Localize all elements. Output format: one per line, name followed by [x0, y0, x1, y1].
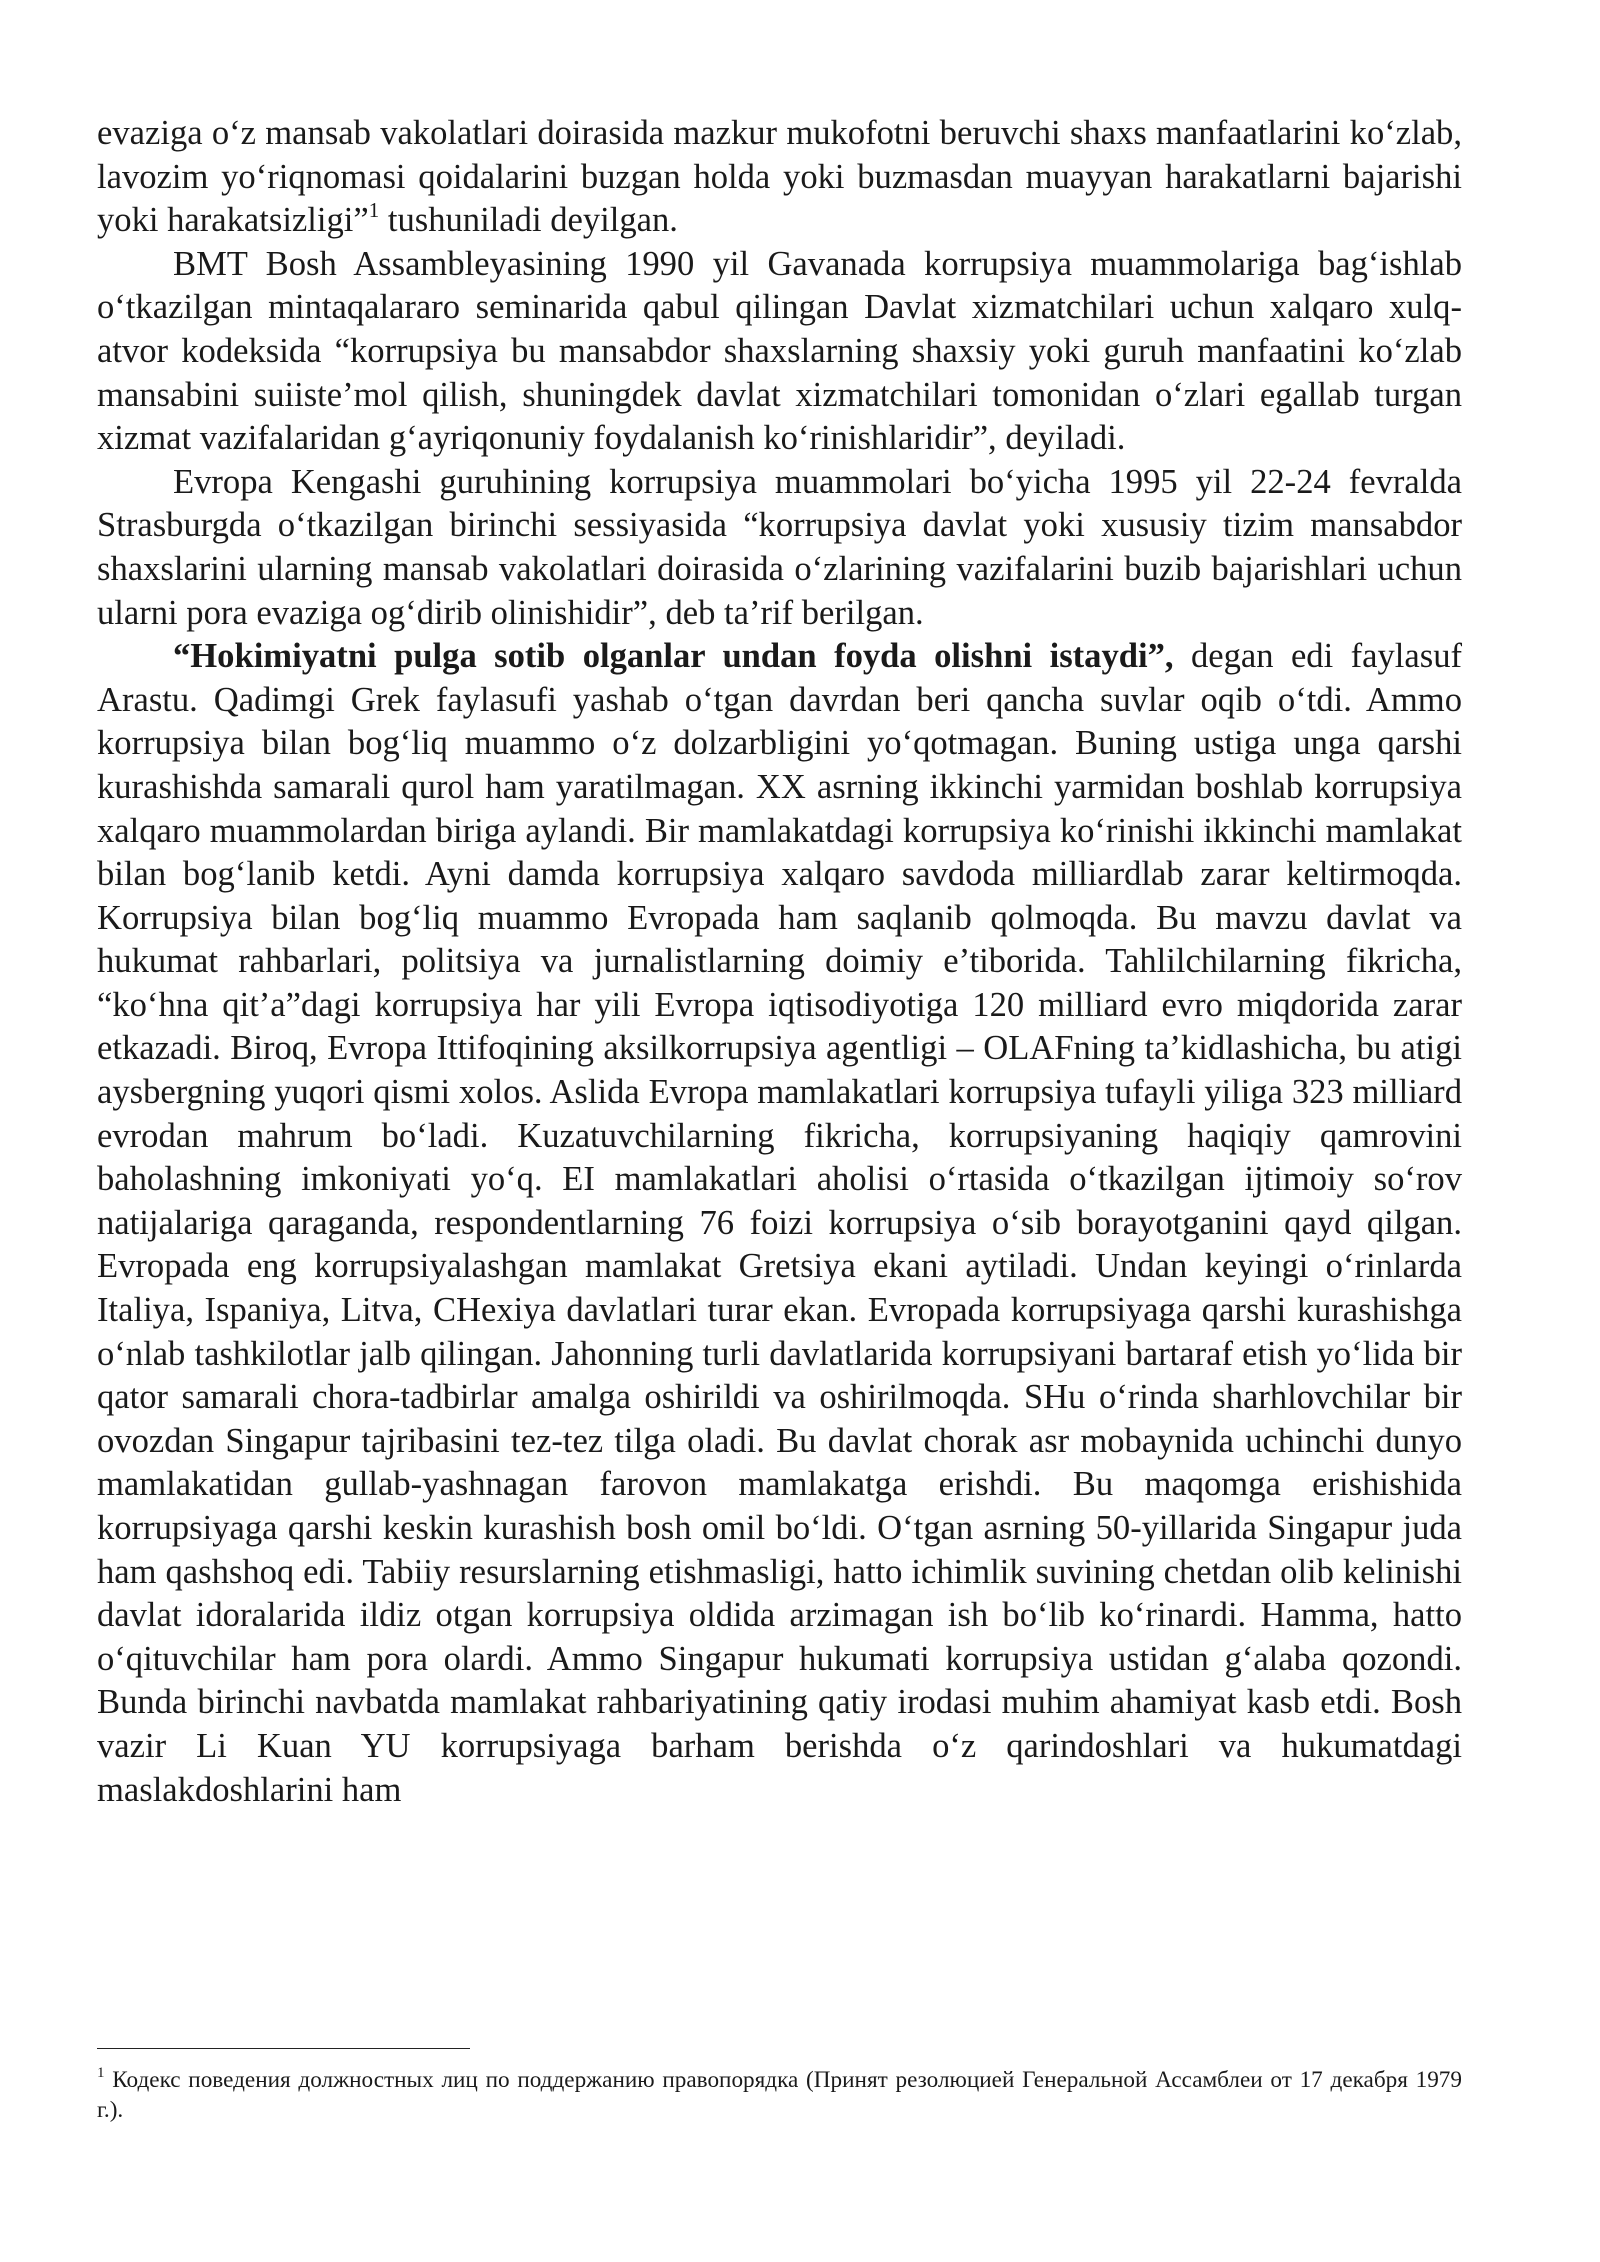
paragraph-arastu: [97, 635, 1462, 1812]
paragraph-continuation: [97, 112, 1462, 243]
document-body: [97, 112, 1462, 1812]
footnote-text: Кодекс поведения должностных лиц по поддержанию правопорядка (Принят резолюцией Генеральной Ассамблеи от 17 декабря 1979 г.).: [97, 2067, 1462, 2123]
footnote-number: 1: [97, 2065, 105, 2082]
paragraph-text: degan edi faylasuf Arastu. Qadimgi Grek faylasufi yashab o‘tgan davrdan beri qancha suvlar oqib o‘tdi. Ammo korrupsiya bilan bog‘liq muammo o‘z dolzarbligini yo‘qotmagan. Buning ustiga unga qarshi kurashishda samarali qurol ham yaratilmagan. XX asrning ikkinchi yarmidan boshlab korrupsiya xalqaro muammolardan biriga aylandi. Bir mamlakatdagi korrupsiya ko‘rinishi ikkinchi mamlakat bilan bog‘lanib ketdi. Ayni damda korrupsiya xalqaro savdoda milliardlab zarar keltirmoqda. Korrupsiya bilan bog‘liq muammo Evropada ham saqlanib qolmoqda. Bu mavzu davlat va hukumat rahbarlari, politsiya va jurnalistlarning doimiy e’tiborida. Tahlilchilarning fikricha, “ko‘hna qit’a”dagi korrupsiya har yili Evropa iqtisodiyotiga 120 milliard evro miqdorida zarar etkazadi. Biroq, Evropa Ittifoqining aksilkorrupsiya agentligi – OLAFning ta’kidlashicha, bu atigi aysbergning yuqori qismi xolos. Aslida Evropa mamlakatlari korrupsiya tufayli yiliga 323 milliard evrodan mahrum bo‘ladi. Kuzatuvchilarning fikricha, korrupsiyaning haqiqiy qamrovini baholashning imkoniyati yo‘q. EI mamlakatlari aholisi o‘rtasida o‘tkazilgan ijtimoiy so‘rov natijalariga qaraganda, respondentlarning 76 foizi korrupsiya o‘sib borayotganini qayd qilgan. Evropada eng korrupsiyalashgan mamlakat Gretsiya ekani aytiladi. Undan keyingi o‘rinlarda Italiya, Ispaniya, Litva, CHexiya davlatlari turar ekan. Evropada korrupsiyaga qarshi kurashishga o‘nlab tashkilotlar jalb qilingan. Jahonning turli davlatlarida korrupsiyani bartaraf etish yo‘lida bir qator samarali chora-tadbirlar amalga oshirildi va oshirilmoqda. SHu o‘rinda sharhlovchilar bir ovozdan Singapur tajribasini tez-tez tilga oladi. Bu davlat chorak asr mobaynida uchinchi dunyo mamlakatidan gullab-yashnagan farovon mamlakatga erishdi. Bu maqomga erishishida korrupsiyaga qarshi keskin kurashish bosh omil bo‘ldi. O‘tgan asrning 50-yillarida Singapur juda ham qashshoq edi. Tabiiy resurslarning etishmasligi, hatto ichimlik suvining chetdan olib kelinishi davlat idoralarida ildiz otgan korrupsiya oldida arzimagan ish bo‘lib ko‘rinardi. Hamma, hatto o‘qituvchilar ham pora olardi. Ammo Singapur hukumati korrupsiya ustidan g‘alaba qozondi. Bunda birinchi navbatda mamlakat rahbariyatining qatiy irodasi muhim ahamiyat kasb etdi. Bosh vazir Li Kuan YU korrupsiyaga barham berishda o‘z qarindoshlari va hukumatdagi maslakdoshlarini ham: [97, 637, 1462, 1809]
paragraph-bmt: [97, 243, 1462, 461]
paragraph-text: Evropa Kengashi guruhining korrupsiya muammolari bo‘yicha 1995 yil 22-24 fevralda Strasburgda o‘tkazilgan birinchi sessiyasida “korrupsiya davlat yoki xususiy tizim mansabdor shaxslarini ularning mansab vakolatlari doirasida o‘zlarining vazifalarini buzib bajarishlari uchun ularni pora evaziga og‘dirib olinishidir”, deb ta’rif berilgan.: [97, 462, 1462, 632]
paragraph-evropa-kengashi: [97, 461, 1462, 635]
paragraph-text: BMT Bosh Assambleyasining 1990 yil Gavanada korrupsiya muammolariga bag‘ishlab o‘tkazilgan mintaqalararo seminarida qabul qilingan Davlat xizmatchilari uchun xalqaro xulq-atvor kodeksida “korrupsiya bu mansabdor shaxslarning shaxsiy yoki guruh manfaatini ko‘zlab mansabini suiiste’mol qilish, shuningdek davlat xizmatchilari tomonidan o‘zlari egallab turgan xizmat vazifalaridan g‘ayriqonuniy foydalanish ko‘rinishlaridir”, deyiladi.: [97, 244, 1462, 458]
footnote-separator: [97, 2048, 470, 2049]
paragraph-text: evaziga o‘z mansab vakolatlari doirasida mazkur mukofotni beruvchi shaxs manfaatlarini ko‘zlab, lavozim yo‘riqnomasi qoidalarini buzgan holda yoki buzmasdan muayyan harakatlarni bajarishi yoki harakatsizligi”: [97, 114, 1462, 240]
bold-quote: “Hokimiyatni pulga sotib olganlar undan foyda olishni istaydi”,: [173, 637, 1174, 676]
footnote-reference[interactable]: 1: [368, 197, 380, 222]
paragraph-text-after: tushuniladi deyilgan.: [379, 201, 678, 240]
footnote: [97, 2066, 1462, 2125]
